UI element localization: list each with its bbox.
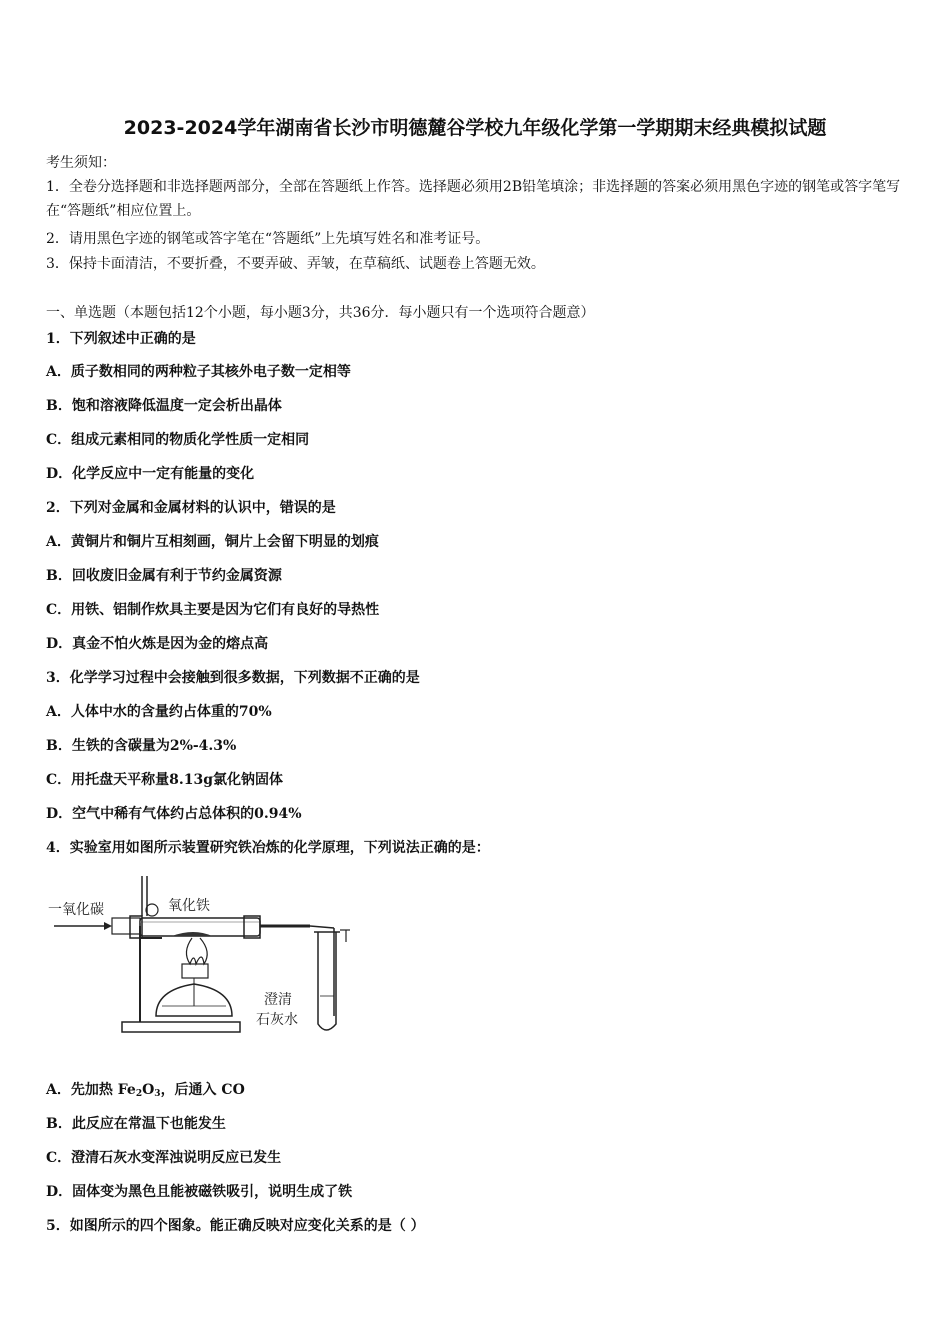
- label-co: 一氧化碳: [48, 902, 104, 918]
- question-1-stem: 1．下列叙述中正确的是: [46, 331, 196, 347]
- label-limewater-2: 石灰水: [256, 1012, 298, 1028]
- question-2-option-c: C．用铁、铝制作炊具主要是因为它们有良好的导热性: [46, 602, 380, 618]
- question-4-option-b: B．此反应在常温下也能发生: [46, 1116, 226, 1132]
- question-4-stem: 4．实验室用如图所示装置研究铁冶炼的化学原理，下列说法正确的是：: [46, 840, 490, 856]
- question-3-option-d: D．空气中稀有气体约占总体积的0.94%: [46, 806, 302, 822]
- flame: [186, 938, 207, 964]
- question-1-option-a: A．质子数相同的两种粒子其核外电子数一定相等: [46, 364, 351, 380]
- question-2-option-b: B．回收废旧金属有利于节约金属资源: [46, 568, 282, 584]
- question-2-stem: 2．下列对金属和金属材料的认识中，错误的是: [46, 500, 336, 516]
- question-2-option-a: A．黄铜片和铜片互相刻画，铜片上会留下明显的划痕: [46, 534, 379, 550]
- question-1-option-c: C．组成元素相同的物质化学性质一定相同: [46, 432, 310, 448]
- question-2-option-d: D．真金不怕火炼是因为金的熔点高: [46, 636, 269, 652]
- label-fe2o3: 氧化铁: [168, 898, 210, 914]
- notice-item-2: 2．请用黑色字迹的钢笔或答字笔在“答题纸”上先填写姓名和准考证号。: [46, 231, 490, 247]
- stand-base: [122, 1022, 240, 1032]
- notice-heading: 考生须知：: [46, 155, 116, 171]
- notice-item-1: 1．全卷分选择题和非选择题两部分，全部在答题纸上作答。选择题必须用2B铅笔填涂；非选择题的答案必须用黑色字迹的钢笔或答字笔写在“答题纸”相应位置上。: [46, 179, 901, 219]
- page-title: 2023-2024学年湖南省长沙市明德麓谷学校九年级化学第一学期期末经典模拟试题: [123, 117, 827, 139]
- question-3-option-b: B．生铁的含碳量为2%-4.3%: [46, 738, 237, 754]
- question-5-stem: 5．如图所示的四个图象。能正确反映对应变化关系的是（ ）: [46, 1218, 425, 1234]
- section-heading: 一、单选题（本题包括12个小题，每小题3分，共36分．每小题只有一个选项符合题意）: [46, 305, 595, 321]
- label-limewater-1: 澄清: [264, 992, 292, 1008]
- question-1-option-b: B．饱和溶液降低温度一定会析出晶体: [46, 398, 282, 414]
- question-3-option-a: A．人体中水的含量约占体重的70%: [46, 704, 272, 720]
- question-1-option-d: D．化学反应中一定有能量的变化: [46, 466, 255, 482]
- question-3-stem: 3．化学学习过程中会接触到很多数据，下列数据不正确的是: [46, 670, 420, 686]
- question-4-option-a: A．先加热 $Fe_2O_3$，后通入 CO: [46, 1082, 245, 1099]
- apparatus-figure: [44, 866, 364, 1046]
- question-3-option-c: C．用托盘天平称量8.13g氯化钠固体: [46, 772, 284, 788]
- notice-item-3: 3．保持卡面清洁，不要折叠，不要弄破、弄皱，在草稿纸、试题卷上答题无效。: [46, 256, 545, 272]
- question-4-option-c: C．澄清石灰水变浑浊说明反应已发生: [46, 1150, 282, 1166]
- question-4-option-d: D．固体变为黑色且能被磁铁吸引，说明生成了铁: [46, 1184, 353, 1200]
